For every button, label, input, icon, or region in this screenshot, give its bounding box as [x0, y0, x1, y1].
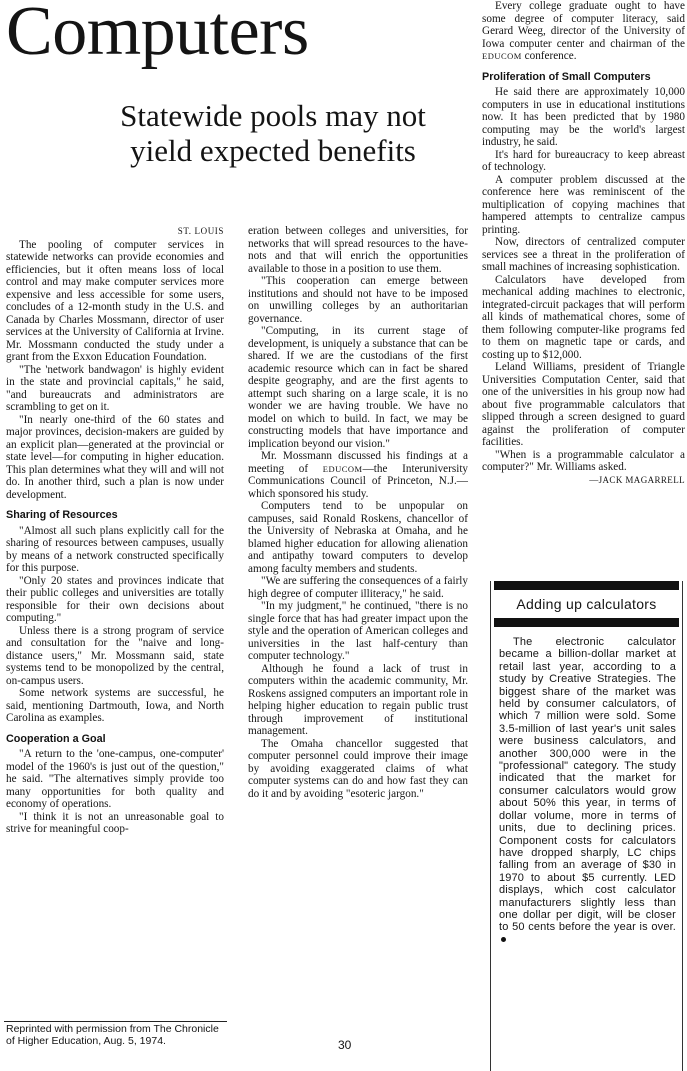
paragraph: Unless there is a strong program of service and consultation for the "naive and long-distance users," Mr. Mossmann said, state systems tend to be monopolized by the central, on-campus users. [6, 624, 224, 687]
organization-name: EDUCOM [322, 463, 363, 474]
paragraph: Mr. Mossmann discussed his findings at a meeting of EDUCOM—the Interuniversity Communications Council of Princeton, N.J.—which sponsored his study. [248, 450, 469, 500]
paragraph: "In my judgment," he continued, "there is no single force that has had greater impact upon the style and the operation of American colleges and universities in the last half-century than computer technology." [248, 600, 468, 662]
paragraph: It's hard for bureaucracy to keep abreast of technology. [482, 148, 685, 173]
page-number: 30 [338, 1038, 352, 1052]
paragraph: "The 'network bandwagon' is highly evident in the state and provincial capitals," he said, "and bureaucrats and administrators are scrambling to get on it. [6, 363, 224, 413]
section-heading: Sharing of Resources [6, 509, 118, 521]
paragraph: Now, directors of centralized computer services see a threat in the proliferation of small machines of increasing sophistication. [482, 236, 685, 273]
reprint-credit: Reprinted with permission from The Chronicle of Higher Education, Aug. 5, 1974. [6, 1023, 219, 1047]
section-heading: Cooperation a Goal [6, 732, 106, 745]
sidebar-title: Adding up calculators [516, 596, 657, 612]
paragraph: "Almost all such plans explicitly call for the sharing of resources between campuses, usually by means of a network constructed specifically for this purpose. [6, 524, 224, 574]
paragraph: Some network systems are successful, he said, mentioning Dartmouth, Iowa, and North Carolina as examples. [6, 687, 224, 724]
paragraph: "A return to the 'one-campus, one-computer' model of the 1960's is just out of the question," he said. "The alternatives simply provide too many opportunities for both quality and economy of operations. [6, 748, 224, 810]
article-subhead: Statewide pools may not yield expected benefits [120, 98, 426, 168]
dateline: ST. LOUIS [177, 226, 224, 236]
paragraph: Although he found a lack of trust in computers within the academic community, Mr. Roskens assigned computers an important role in helping higher education to regain public trust through improvement of institutional management. [248, 662, 468, 737]
paragraph: "I think it is not an unreasonable goal to strive for meaningful coop- [6, 810, 224, 835]
article-column-3 [482, 0, 685, 486]
section-title: Computers [6, 0, 309, 70]
paragraph: "Computing, in its current stage of development, is uniquely a substance that can be shared. If we are the custodians of the first academic resource which can in fact be shared despite geography, and are the first agents to attempt such sharing on a large scale, it is no wonder we are having trouble. We have no model on which to build. In fact, we may be constructing models that have importance and implication beyond our vision." [248, 325, 468, 450]
paragraph: "Only 20 states and provinces indicate that their public colleges and universities are totally responsible for their own decisions about computing." [6, 574, 224, 624]
paragraph: The pooling of computer services in statewide networks can provide economies and efficiencies, but it often means loss of local control and may make computer services more expensive and less accessible for some users, concludes of a 12-month study in the U.S. and Canada by Charles Mossmann, director of user services at the University of California at Irvine. Mr. Mossmann conducted the study under a grant from the Exxon Education Foundation. [6, 238, 224, 363]
section-heading: Proliferation of Small Computers [482, 70, 651, 83]
sidebar-bottom-bar [494, 618, 679, 627]
paragraph: "We are suffering the consequences of a fairly high degree of computer illiteracy," he said. [248, 575, 468, 600]
paragraph: Calculators have developed from mechanical adding machines to electronic, integrated-circuit packages that will perform all kinds of mathematical chores, some of them following computer-like programs fed to them on magnetic tape or cards, and costing up to $12,000. [482, 273, 685, 361]
paragraph: "This cooperation can emerge between institutions and should not have to be imposed on unwilling colleges by an authoritarian governance. [248, 275, 468, 325]
paragraph: A computer problem discussed at the conference here was reminiscent of the multiplication of copying machines that hampered attempts to centralize campus printing. [482, 173, 685, 236]
sidebar-top-bar [494, 581, 679, 590]
paragraph: "When is a programmable calculator a computer?" Mr. Williams asked. [482, 448, 685, 473]
article-column-1 [6, 225, 224, 836]
paragraph: eration between colleges and universities, for networks that will spread resources to the have-nots and that will enrich the opportunities available to those in a position to use them. [248, 225, 468, 275]
organization-name: EDUCOM [482, 51, 522, 61]
byline: —JACK MAGARRELL [589, 474, 685, 485]
sidebar-body [499, 636, 676, 946]
paragraph: He said there are approximately 10,000 computers in use in educational institutions now. It has been predicted that by 1980 computing may be the world's largest industry, he said. [482, 86, 685, 148]
credit-rule [4, 1021, 227, 1022]
paragraph: Leland Williams, president of Triangle Universities Computation Center, said that one of the universities in his group now had about five programmable calculators that slipped through a screen designed to guard against the proliferation of computer facilities. [482, 361, 685, 448]
sidebar-text: The electronic calculator became a billion-dollar market at retail last year, according to a study by Creative Strategies. The biggest share of the market was held by consumer calculators, of which 7 million were sold. Some 3.5-million of last year's unit sales were business calculators, and another 300,000 were in the "professional" category. The study indicated that the market for consumer calculators would grow about 50% this year, in terms of dollar volume, more in terms of units, due to declining prices. Component costs for calculators have dropped sharply, LC chips falling from an average of $30 in 1970 to about $5 currently. LED displays, which cost calculator manufacturers slightly less than one dollar per digit, will be closer to 50 cents before the year is over. [499, 636, 676, 934]
end-mark-icon [501, 937, 506, 942]
paragraph: The Omaha chancellor suggested that computer personnel could improve their image by avoiding exaggerated claims of what computer systems can do and how fast they can do it and by avoiding "esoteric jargon." [248, 737, 468, 800]
sidebar-box [490, 581, 683, 1071]
article-column-2 [248, 225, 468, 800]
paragraph: "In nearly one-third of the 60 states and major provinces, decision-makers are guided by an explicit plan—generated at the provincial or state level—for computing in higher education. This plan determines what they will and will not do. In another third, such a plan is now under development. [6, 413, 224, 501]
paragraph: Computers tend to be unpopular on campuses, said Ronald Roskens, chancellor of the University of Nebraska at Omaha, and he blamed higher education for allowing alienation and antipathy toward computers to develop among faculty members and students. [248, 500, 468, 575]
paragraph: Every college graduate ought to have some degree of computer literacy, said Gerard Weeg, director of the University of Iowa computer center and chairman of the EDUCOM conference. [482, 0, 685, 62]
